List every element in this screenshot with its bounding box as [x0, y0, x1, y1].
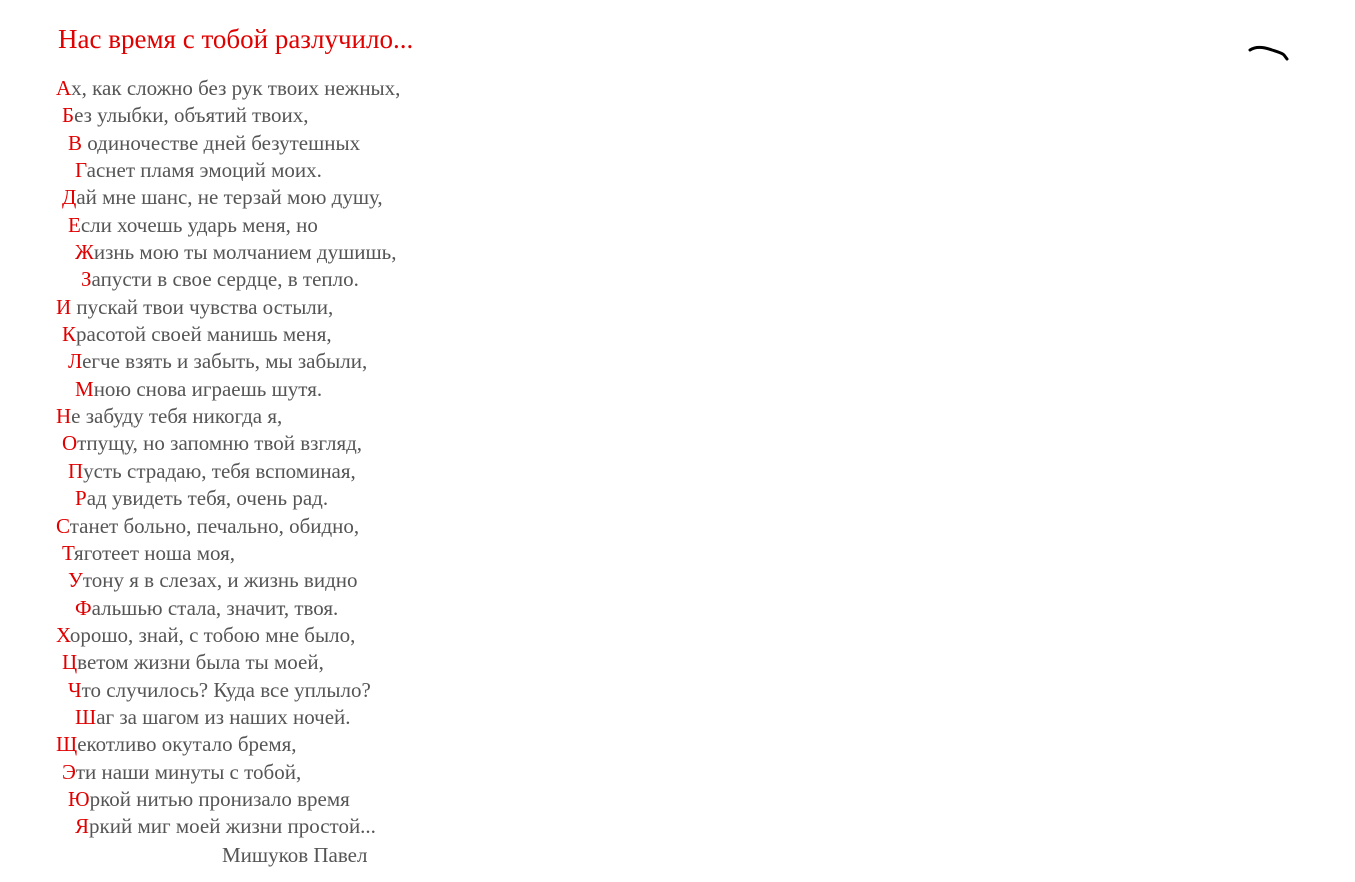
acrostic-letter: Л — [68, 349, 83, 374]
line-text: яготеет ноша моя, — [74, 540, 236, 565]
poem-line — [56, 212, 400, 239]
poem-line — [56, 759, 400, 786]
acrostic-letter: К — [62, 322, 77, 347]
line-text: изнь мою ты молчанием душишь, — [93, 240, 397, 265]
poem-line — [56, 376, 400, 403]
line-text: егче взять и забыть, мы забыли, — [82, 349, 368, 374]
line-text: ною снова играешь шутя. — [93, 376, 323, 401]
line-text: расотой своей манишь меня, — [76, 322, 332, 347]
line-text: е забуду тебя никогда я, — [71, 404, 283, 429]
line-text: аснет пламя эмоций моих. — [86, 158, 322, 183]
acrostic-letter: У — [68, 568, 83, 593]
acrostic-letter: Ш — [75, 704, 97, 729]
poem-line — [56, 102, 400, 129]
acrostic-letter: Ю — [68, 786, 90, 811]
acrostic-letter: З — [81, 267, 92, 292]
line-text: орошо, знай, с тобою мне было, — [69, 622, 356, 647]
acrostic-letter: Д — [62, 185, 77, 210]
poem-line — [56, 294, 400, 321]
line-text: сли хочешь ударь меня, но — [80, 212, 318, 237]
poem-line — [56, 321, 400, 348]
author-signature: Мишуков Павел — [222, 843, 368, 867]
line-text: ай мне шанс, не терзай мою душу, — [76, 185, 383, 210]
poem-line — [56, 184, 400, 211]
acrostic-letter: Е — [68, 212, 81, 237]
acrostic-letter: Э — [62, 759, 76, 784]
acrostic-letter: Р — [75, 486, 87, 511]
poem-line — [56, 75, 400, 102]
poem-line — [56, 157, 400, 184]
acrostic-letter: И — [56, 294, 72, 319]
line-text: тону я в слезах, и жизнь видно — [82, 568, 358, 593]
acrostic-letter: Я — [75, 814, 90, 839]
line-text: екотливо окутало бремя, — [77, 732, 297, 757]
line-text: ркий миг моей жизни простой... — [89, 814, 376, 839]
line-text: ад увидеть тебя, очень рад. — [86, 486, 329, 511]
poem-line — [56, 239, 400, 266]
line-text: апусти в свое сердце, в тепло. — [91, 267, 359, 292]
acrostic-letter: Ч — [68, 677, 82, 702]
poem-line — [56, 130, 400, 157]
line-text: ветом жизни была ты моей, — [77, 650, 324, 675]
poem-line — [56, 704, 400, 731]
poem-line — [56, 430, 400, 457]
page-title: Нас время с тобой разлучило... — [58, 24, 414, 54]
poem-line — [56, 649, 400, 676]
poem-line — [56, 813, 400, 840]
poem-line — [56, 458, 400, 485]
acrostic-letter: Г — [75, 158, 87, 183]
acrostic-letter: А — [56, 76, 72, 100]
poem-line — [56, 786, 400, 813]
acrostic-letter: С — [56, 513, 70, 538]
line-text: то случилось? Куда все уплыло? — [81, 677, 371, 702]
poem-line — [56, 731, 400, 758]
acrostic-letter: Ж — [75, 240, 94, 265]
line-text: ез улыбки, объятий твоих, — [74, 103, 309, 128]
line-text: ти наши минуты с тобой, — [75, 759, 302, 784]
line-text: пускай твои чувства остыли, — [71, 294, 334, 319]
line-text: ркой нитью пронизало время — [89, 786, 350, 811]
acrostic-letter: Н — [56, 404, 72, 429]
line-text: тпущу, но запомню твой взгляд, — [77, 431, 363, 456]
line-text: усть страдаю, тебя вспоминая, — [83, 458, 356, 483]
acrostic-letter: Х — [56, 622, 70, 647]
line-text: х, как сложно без рук твоих нежных, — [71, 76, 401, 100]
poem-line — [56, 595, 400, 622]
poem-line — [56, 677, 400, 704]
poem-line — [56, 266, 400, 293]
acrostic-letter: Щ — [56, 732, 78, 757]
acrostic-letter: Б — [62, 103, 75, 128]
poem-line — [56, 622, 400, 649]
poem — [56, 75, 400, 841]
acrostic-letter: Т — [62, 540, 75, 565]
line-text: танет больно, печально, обидно, — [69, 513, 360, 538]
poem-line — [56, 348, 400, 375]
acrostic-letter: Ф — [75, 595, 92, 620]
line-text: аг за шагом из наших ночей. — [96, 704, 351, 729]
poem-line — [56, 513, 400, 540]
acrostic-letter: О — [62, 431, 78, 456]
poem-line — [56, 567, 400, 594]
line-text: одиночестве дней безутешных — [82, 130, 361, 155]
acrostic-letter: М — [75, 376, 94, 401]
line-text: альшью стала, значит, твоя. — [91, 595, 339, 620]
poem-line — [56, 540, 400, 567]
acrostic-letter: П — [68, 458, 84, 483]
poem-line — [56, 485, 400, 512]
poem-line — [56, 403, 400, 430]
pen-stroke-icon — [1246, 42, 1290, 64]
acrostic-letter: Ц — [62, 650, 78, 675]
acrostic-letter: В — [68, 130, 83, 155]
